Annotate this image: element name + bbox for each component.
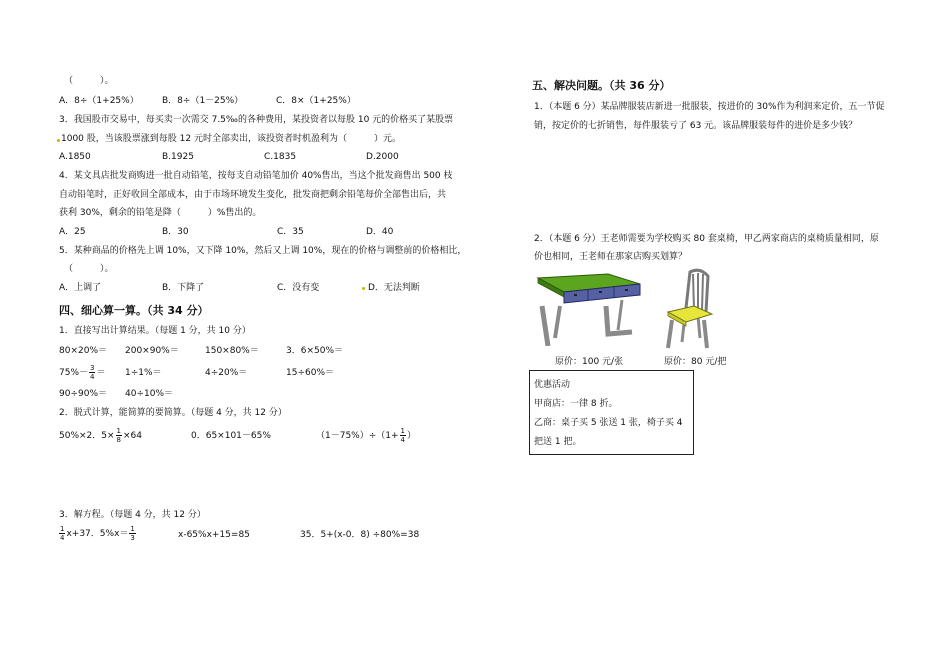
calc-item: 200×90%＝ [125, 346, 179, 356]
equation-2: x-65%x+15=85 [178, 530, 250, 540]
marker-dot [362, 287, 365, 290]
equation-1: $\frac{1}{4}$ x+37．5%x＝ $\frac{1}{3}$ [60, 525, 135, 542]
desk-price: 原价：100 元/张 [555, 357, 624, 367]
q2-option-b: B．8÷（1－25%） [162, 96, 244, 106]
q5-option-a: A．上调了 [59, 283, 102, 293]
simplify-expr-3: （1－75%）÷（1+ $\frac{1}{4}$ ） [316, 427, 417, 444]
sec4-q3-title: 3．解方程。（每题 4 分，共 12 分） [59, 510, 206, 520]
q2-option-a: A．8÷（1+25%） [59, 96, 139, 106]
calc-item: 150×80%＝ [205, 346, 259, 356]
section-4-title: 四、细心算一算。（共 34 分） [59, 304, 209, 317]
q2-tail: （ ）。 [64, 76, 114, 86]
q3-text-line2: 1000 股，当该股票涨到每股 12 元时全部卖出，该投资者时机盈利为（ ）元。 [61, 134, 401, 144]
q5-option-b: B．下降了 [162, 283, 205, 293]
calc-item-fraction: 75%－ $\frac{3}{4}$ ＝ [59, 364, 106, 381]
promo-title: 优惠活动 [534, 380, 571, 390]
q3-text-line1: 3．我国股市交易中，每买卖一次需交 7.5‰的各种费用，某投资者以每股 10 元的价格买了某股票 [59, 115, 454, 125]
sec4-q1-title: 1．直接写出计算结果。（每题 1 分，共 10 分） [59, 326, 251, 336]
calc-item: 4÷20%＝ [205, 368, 248, 378]
q2-option-c: C．8×（1+25%） [276, 96, 356, 106]
sec4-q2-title: 2．脱式计算，能简算的要简算。（每题 4 分，共 12 分） [59, 408, 287, 418]
q4-text-line2: 自动铅笔时，正好收回全部成本，由于市场环境发生变化，批发商把剩余铅笔每价全部售出后，共 [59, 190, 447, 200]
calc-item: 90÷90%＝ [59, 389, 107, 399]
equation-3: 35．5+(x-0．8) ÷80%=38 [300, 530, 420, 540]
simplify-expr-1: 50%×2．5× $\frac{1}{8}$ ×64 [59, 427, 143, 444]
q4-text-line1: 4．某文具店批发商购进一批自动铅笔，按每支自动铅笔加价 40%售出，当这个批发商售出 500 枝 [59, 171, 453, 181]
q4-option-a: A．25 [59, 227, 86, 237]
problem-1-line1: 1．（本题 6 分）某品牌服装店新进一批服装，按进价的 30%作为利润来定价，五一节促 [534, 102, 885, 112]
q4-option-b: B．30 [162, 227, 189, 237]
chair-illustration [664, 268, 716, 350]
promo-line-3: 把送 1 把。 [534, 437, 582, 447]
marker-dot [57, 139, 60, 142]
q5-option-c: C．没有变 [277, 283, 320, 293]
q5-text-line2: （ ）。 [64, 264, 114, 274]
section-5-title: 五、解决问题。（共 36 分） [532, 79, 671, 92]
calc-item: 80×20%＝ [59, 346, 107, 356]
q4-text-line3: 获利 30%，剩余的铅笔是降（ ）%售出的。 [59, 208, 262, 218]
promo-line-1: 甲商店：一律 8 折。 [534, 399, 618, 409]
q3-option-d: D.2000 [366, 152, 399, 162]
q5-option-d: D．无法判断 [368, 283, 420, 293]
q4-option-c: C．35 [277, 227, 304, 237]
problem-2-line2: 价也相同，王老师在那家店购买划算？ [534, 252, 688, 262]
promo-line-2: 乙商：桌子买 5 张送 1 张，椅子买 4 [534, 418, 683, 428]
simplify-expr-2: 0．65×101－65% [191, 431, 271, 441]
q3-option-a: A.1850 [59, 152, 91, 162]
q4-option-d: D．40 [366, 227, 394, 237]
problem-1-line2: 销，按定价的七折销售，每件服装亏了 63 元。该品牌服装每件的进价是多少钱？ [534, 121, 858, 131]
problem-2-line1: 2．（本题 6 分）王老师需要为学校购买 80 套桌椅，甲乙两家商店的桌椅质量相同，原 [534, 234, 879, 244]
calc-item: 1÷1%＝ [125, 368, 162, 378]
calc-item: 15÷60%＝ [286, 368, 334, 378]
calc-item: 3．6×50%＝ [286, 346, 343, 356]
q5-text-line1: 5．某种商品的价格先上调 10%，又下降 10%，然后又上调 10%，现在的价格与调整前的价格相比， [59, 246, 467, 256]
q3-option-b: B.1925 [162, 152, 194, 162]
chair-price: 原价：80 元/把 [664, 357, 727, 367]
q3-option-c: C.1835 [264, 152, 297, 162]
desk-illustration [536, 270, 644, 346]
calc-item: 40÷10%＝ [125, 389, 173, 399]
